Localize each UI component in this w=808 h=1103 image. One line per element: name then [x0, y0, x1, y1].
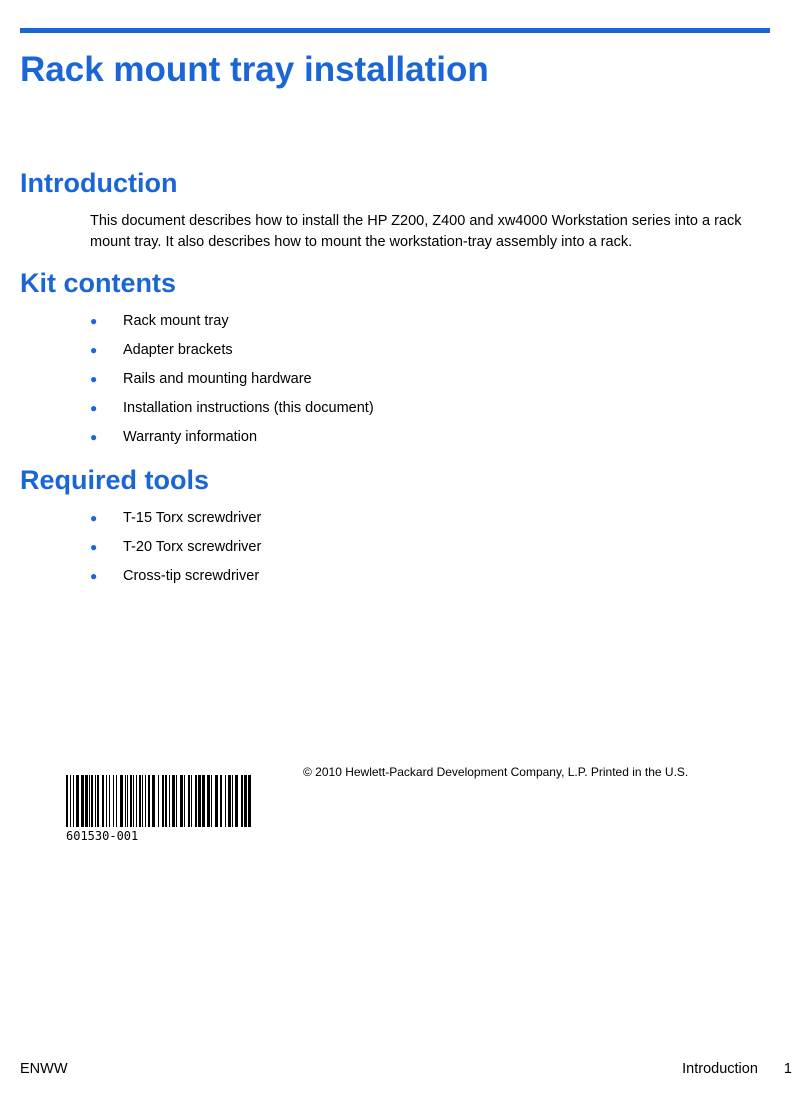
barcode-bar — [184, 775, 185, 827]
barcode-bar — [81, 775, 84, 827]
barcode-bar — [215, 775, 218, 827]
barcode-bar — [139, 775, 141, 827]
barcode-bar — [202, 775, 205, 827]
barcode-bar — [241, 775, 243, 827]
barcode-bar — [102, 775, 104, 827]
bullet-icon: ● — [90, 540, 98, 554]
kit-contents-list — [90, 313, 374, 458]
list-item-text: T-20 Torx screwdriver — [123, 539, 262, 555]
bullet-icon: ● — [90, 511, 98, 525]
bullet-icon: ● — [90, 314, 98, 328]
barcode-bar — [125, 775, 126, 827]
barcode-bar — [211, 775, 212, 827]
barcode-bar — [180, 775, 183, 827]
list-item-text: Warranty information — [123, 429, 258, 445]
list-item-text: Adapter brackets — [123, 342, 233, 358]
barcode-bar — [116, 775, 117, 827]
list-item — [90, 429, 374, 458]
barcode-bar — [109, 775, 110, 827]
required-tools-list — [90, 510, 261, 597]
page-number: 1 — [783, 1061, 792, 1077]
bullet-icon: ● — [90, 430, 98, 444]
barcode-number: 601530-001 — [66, 829, 139, 843]
barcode-bar — [148, 775, 150, 827]
barcode-bar — [120, 775, 123, 827]
footer-right — [682, 1061, 792, 1077]
list-item — [90, 400, 374, 429]
footer-section-label: Introduction — [682, 1061, 758, 1077]
barcode-bar — [127, 775, 128, 827]
barcode-bar — [70, 775, 71, 827]
barcode-bar — [235, 775, 238, 827]
barcode-bar — [207, 775, 210, 827]
barcode-bar — [97, 775, 99, 827]
barcode-bar — [248, 775, 251, 827]
barcode-bar — [66, 775, 68, 827]
barcode-bar — [133, 775, 134, 827]
list-item — [90, 313, 374, 342]
barcode-bar — [145, 775, 146, 827]
barcode-bar — [195, 775, 197, 827]
barcode-bar — [172, 775, 175, 827]
list-item-text: Rack mount tray — [123, 313, 229, 329]
barcode-bar — [113, 775, 114, 827]
top-rule — [20, 28, 770, 33]
list-item — [90, 510, 261, 539]
introduction-paragraph: This document describes how to install the HP Z200, Z400 and xw4000 Workstation series into a rack mount tray. It also describes how to mount the workstation-tray assembly into a rack. — [90, 213, 742, 250]
barcode-bar — [130, 775, 132, 827]
copyright-notice: © 2010 Hewlett-Packard Development Company, L.P. Printed in the U.S. — [303, 765, 689, 779]
barcode-bar — [136, 775, 137, 827]
barcode-bar — [152, 775, 155, 827]
list-item — [90, 342, 374, 371]
barcode-bar — [232, 775, 233, 827]
list-item-text: T-15 Torx screwdriver — [123, 510, 262, 526]
barcode-bar — [106, 775, 107, 827]
list-item-text: Cross-tip screwdriver — [123, 568, 260, 584]
bullet-icon: ● — [90, 401, 98, 415]
barcode-bar — [142, 775, 143, 827]
barcode-bar — [244, 775, 247, 827]
bullet-icon: ● — [90, 372, 98, 386]
barcode-bar — [162, 775, 164, 827]
list-item-text: Rails and mounting hardware — [123, 371, 312, 387]
list-item-text: Installation instructions (this document) — [123, 400, 374, 416]
bullet-icon: ● — [90, 569, 98, 583]
barcode-bar — [191, 775, 192, 827]
barcode-bar — [73, 775, 74, 827]
list-item — [90, 371, 374, 400]
bullet-icon: ● — [90, 343, 98, 357]
list-item — [90, 539, 261, 568]
barcode-bar — [76, 775, 79, 827]
barcode-bar — [95, 775, 96, 827]
barcode-image — [66, 775, 256, 827]
barcode-bar — [85, 775, 88, 827]
barcode-bar — [198, 775, 201, 827]
barcode-bar — [225, 775, 226, 827]
barcode-bar — [89, 775, 90, 827]
list-item — [90, 568, 261, 597]
barcode-bar — [165, 775, 167, 827]
introduction-heading: Introduction — [20, 168, 178, 198]
barcode-bar — [158, 775, 159, 827]
footer-left-label: ENWW — [20, 1061, 68, 1077]
barcode-bar — [188, 775, 190, 827]
page-title: Rack mount tray installation — [20, 50, 489, 89]
barcode-bar — [91, 775, 93, 827]
barcode-bar — [228, 775, 231, 827]
required-tools-heading: Required tools — [20, 465, 210, 495]
barcode-bar — [220, 775, 222, 827]
barcode-bar — [169, 775, 170, 827]
barcode-bar — [176, 775, 177, 827]
kit-contents-heading: Kit contents — [20, 268, 177, 298]
